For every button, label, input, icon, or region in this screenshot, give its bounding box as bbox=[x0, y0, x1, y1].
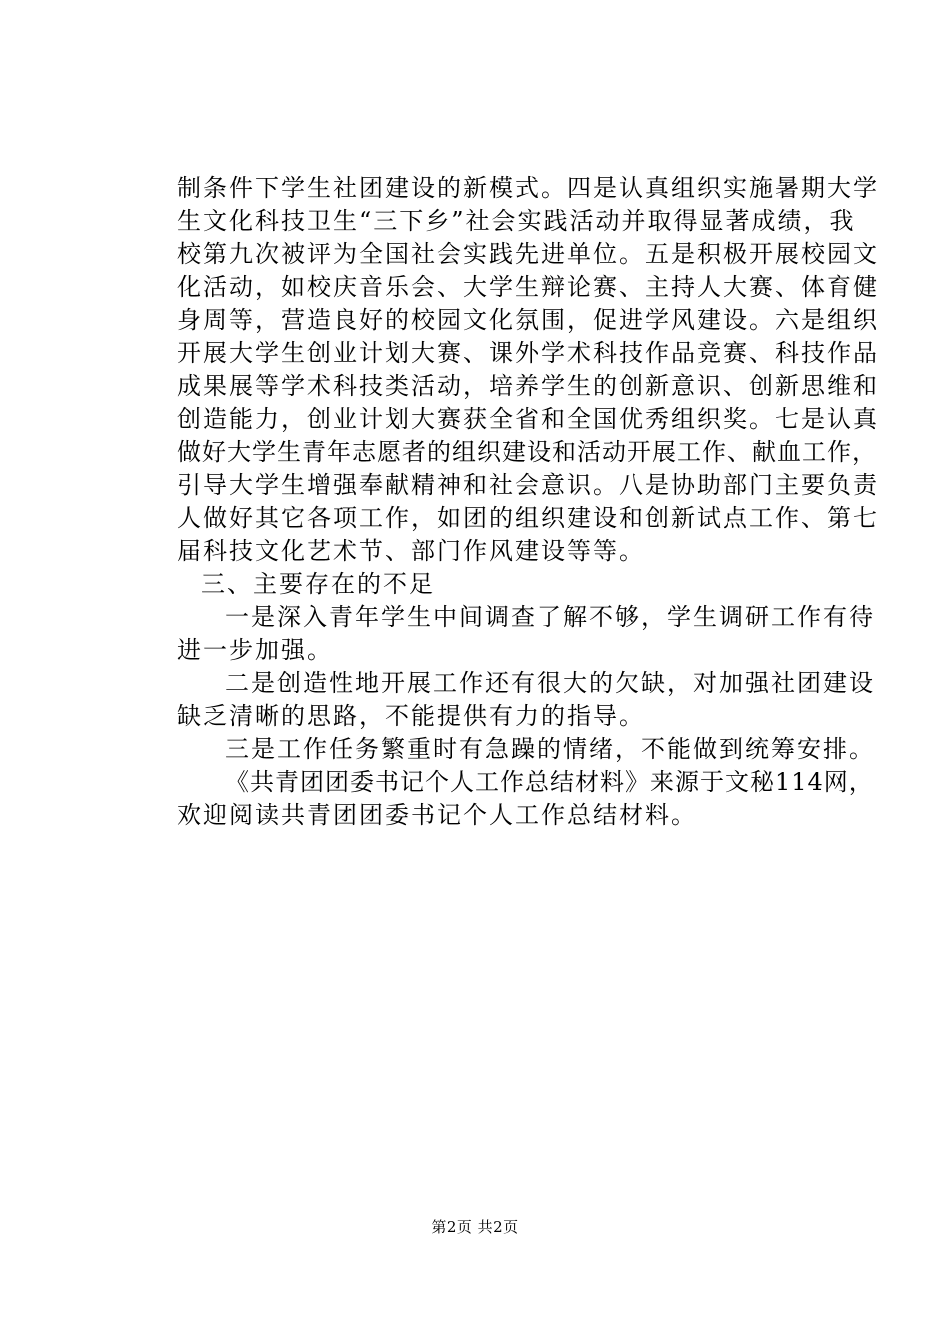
paragraph-line: 届科技文化艺术节、部门作风建设等等。 bbox=[177, 537, 645, 565]
paragraph-line: 校第九次被评为全国社会实践先进单位。五是积极开展校园文 bbox=[177, 240, 879, 268]
paragraph-achievements bbox=[177, 172, 879, 568]
paragraph-line: 缺乏清晰的思路，不能提供有力的指导。 bbox=[177, 702, 645, 730]
paragraph-line: 开展大学生创业计划大赛、课外学术科技作品竞赛、科技作品 bbox=[177, 339, 879, 367]
paragraph-line: 身周等，营造良好的校园文化氛围，促进学风建设。六是组织 bbox=[177, 306, 879, 334]
section-heading: 三、主要存在的不足 bbox=[201, 570, 435, 598]
paragraph-line: 引导大学生增强奉献精神和社会意识。八是协助部门主要负责 bbox=[177, 471, 879, 499]
page-number-footer: 第2页 共2页 bbox=[431, 1218, 519, 1236]
shortcoming-item-2 bbox=[177, 667, 875, 733]
shortcoming-item-1 bbox=[177, 601, 875, 667]
source-note bbox=[177, 766, 874, 832]
shortcoming-item-3: 三是工作任务繁重时有急躁的情绪，不能做到统筹安排。 bbox=[225, 735, 875, 763]
paragraph-line: 成果展等学术科技类活动，培养学生的创新意识、创新思维和 bbox=[177, 372, 879, 400]
paragraph-line: 欢迎阅读共青团团委书记个人工作总结材料。 bbox=[177, 801, 697, 829]
paragraph-line: 创造能力，创业计划大赛获全省和全国优秀组织奖。七是认真 bbox=[177, 405, 879, 433]
paragraph-line: 《共青团团委书记个人工作总结材料》来源于文秘114网， bbox=[225, 768, 874, 796]
paragraph-line: 二是创造性地开展工作还有很大的欠缺，对加强社团建设 bbox=[225, 669, 875, 697]
paragraph-line: 生文化科技卫生“三下乡”社会实践活动并取得显著成绩，我 bbox=[177, 207, 856, 235]
document-body bbox=[177, 172, 879, 832]
paragraph-line: 化活动，如校庆音乐会、大学生辩论赛、主持人大赛、体育健 bbox=[177, 273, 879, 301]
paragraph-line: 人做好其它各项工作，如团的组织建设和创新试点工作、第七 bbox=[177, 504, 879, 532]
paragraph-line: 进一步加强。 bbox=[177, 636, 333, 664]
paragraph-line: 制条件下学生社团建设的新模式。四是认真组织实施暑期大学 bbox=[177, 174, 879, 202]
paragraph-line: 做好大学生青年志愿者的组织建设和活动开展工作、献血工作， bbox=[177, 438, 877, 466]
paragraph-line: 一是深入青年学生中间调查了解不够，学生调研工作有待 bbox=[225, 603, 875, 631]
